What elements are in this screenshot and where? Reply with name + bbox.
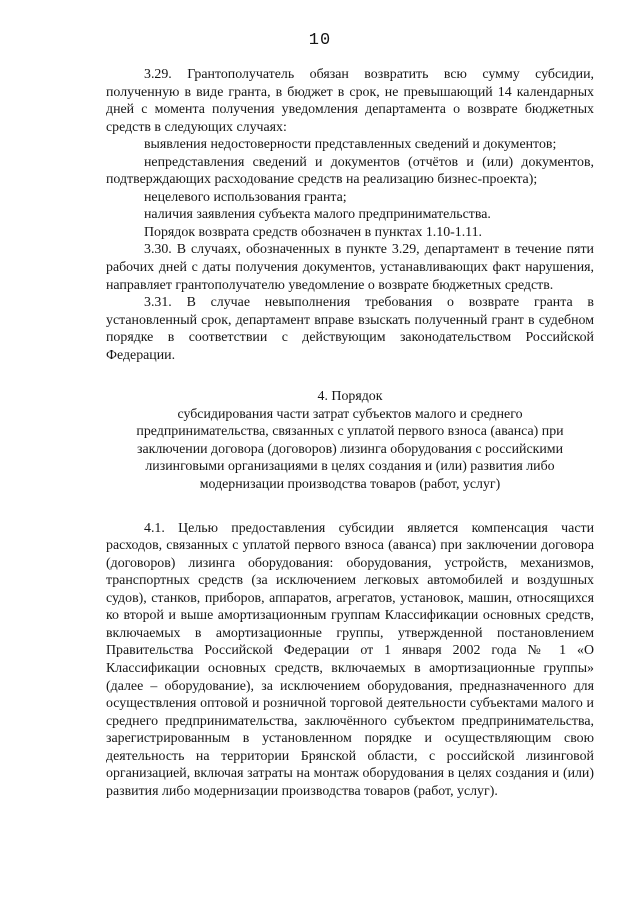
paragraph-3-30: 3.30. В случаях, обозначенных в пункте 3.29, департамент в течение пяти рабочих дней с даты получения документов, устанавливающих факт нарушения, направляет грантополучателю уведомление о возврате бюджетных средств.	[106, 242, 594, 293]
case-item-2: непредставления сведений и документов (отчётов и (или) документов, подтверждающих расходование средств на реализацию бизнес-проекта);	[106, 154, 594, 188]
case-item-1: выявления недостоверности представленных сведений и документов;	[144, 137, 557, 153]
section-4-heading	[106, 388, 594, 493]
paragraph-4-1: 4.1. Целью предоставления субсидии является компенсация части расходов, связанных с уплатой первого взноса (аванса) при заключении договора (договоров) лизинга оборудования: оборудования, устройств, механизмов, транспортных средств (за исключением легковых автомобилей и воздушных судов), станков, приборов, аппаратов, агрегатов, установок, машин, относящихся ко второй и выше амортизационным группам Классификации основных средств, включаемых в амортизационные группы, утвержденной постановлением Правительства Российской Федерации от 1 января 2002 года № 1 «О Классификации основных средств, включаемых в амортизационные группы» (далее – оборудование), за исключением оборудования, предназначенного для осуществления оптовой и розничной торговой деятельности субъектами малого и среднего предпринимательства, заключённого субъектом предпринимательства, зарегистрированным в установленном порядке и осуществляющим свою деятельность на территории Брянской области, с российской лизинговой организацией, включая затраты на монтаж оборудования в целях создания и (или) развития либо модернизации производства товаров (работ, услуг).	[106, 520, 594, 799]
document-body	[106, 66, 594, 800]
case-item-4: наличия заявления субъекта малого предпринимательства.	[144, 207, 491, 223]
case-item-3: нецелевого использования гранта;	[144, 189, 347, 205]
section-4-number: 4. Порядок	[317, 389, 383, 405]
paragraph-3-29: 3.29. Грантополучатель обязан возвратить всю сумму субсидии, полученную в виде гранта, в бюджет в срок, не превышающий 14 календарных дней с момента получения уведомления департамента о возврате бюджетных средств в следующих случаях:	[106, 67, 594, 135]
paragraph-3-31: 3.31. В случае невыполнения требования о возврате гранта в установленный срок, департамент вправе взыскать полученный грант в судебном порядке в соответствии с действующим законодательством Российской Федерации.	[106, 295, 594, 363]
section-4-title: субсидирования части затрат субъектов малого и среднего предпринимательства, связанных с уплатой первого взноса (аванса) при заключении договора (договоров) лизинга оборудования с российскими лизинговыми организациями в целях создания и (или) развития либо модернизации производства товаров (работ, услуг)	[136, 406, 564, 493]
return-order-paragraph: Порядок возврата средств обозначен в пунктах 1.10-1.11.	[144, 224, 483, 240]
page-number: 10	[308, 31, 332, 50]
